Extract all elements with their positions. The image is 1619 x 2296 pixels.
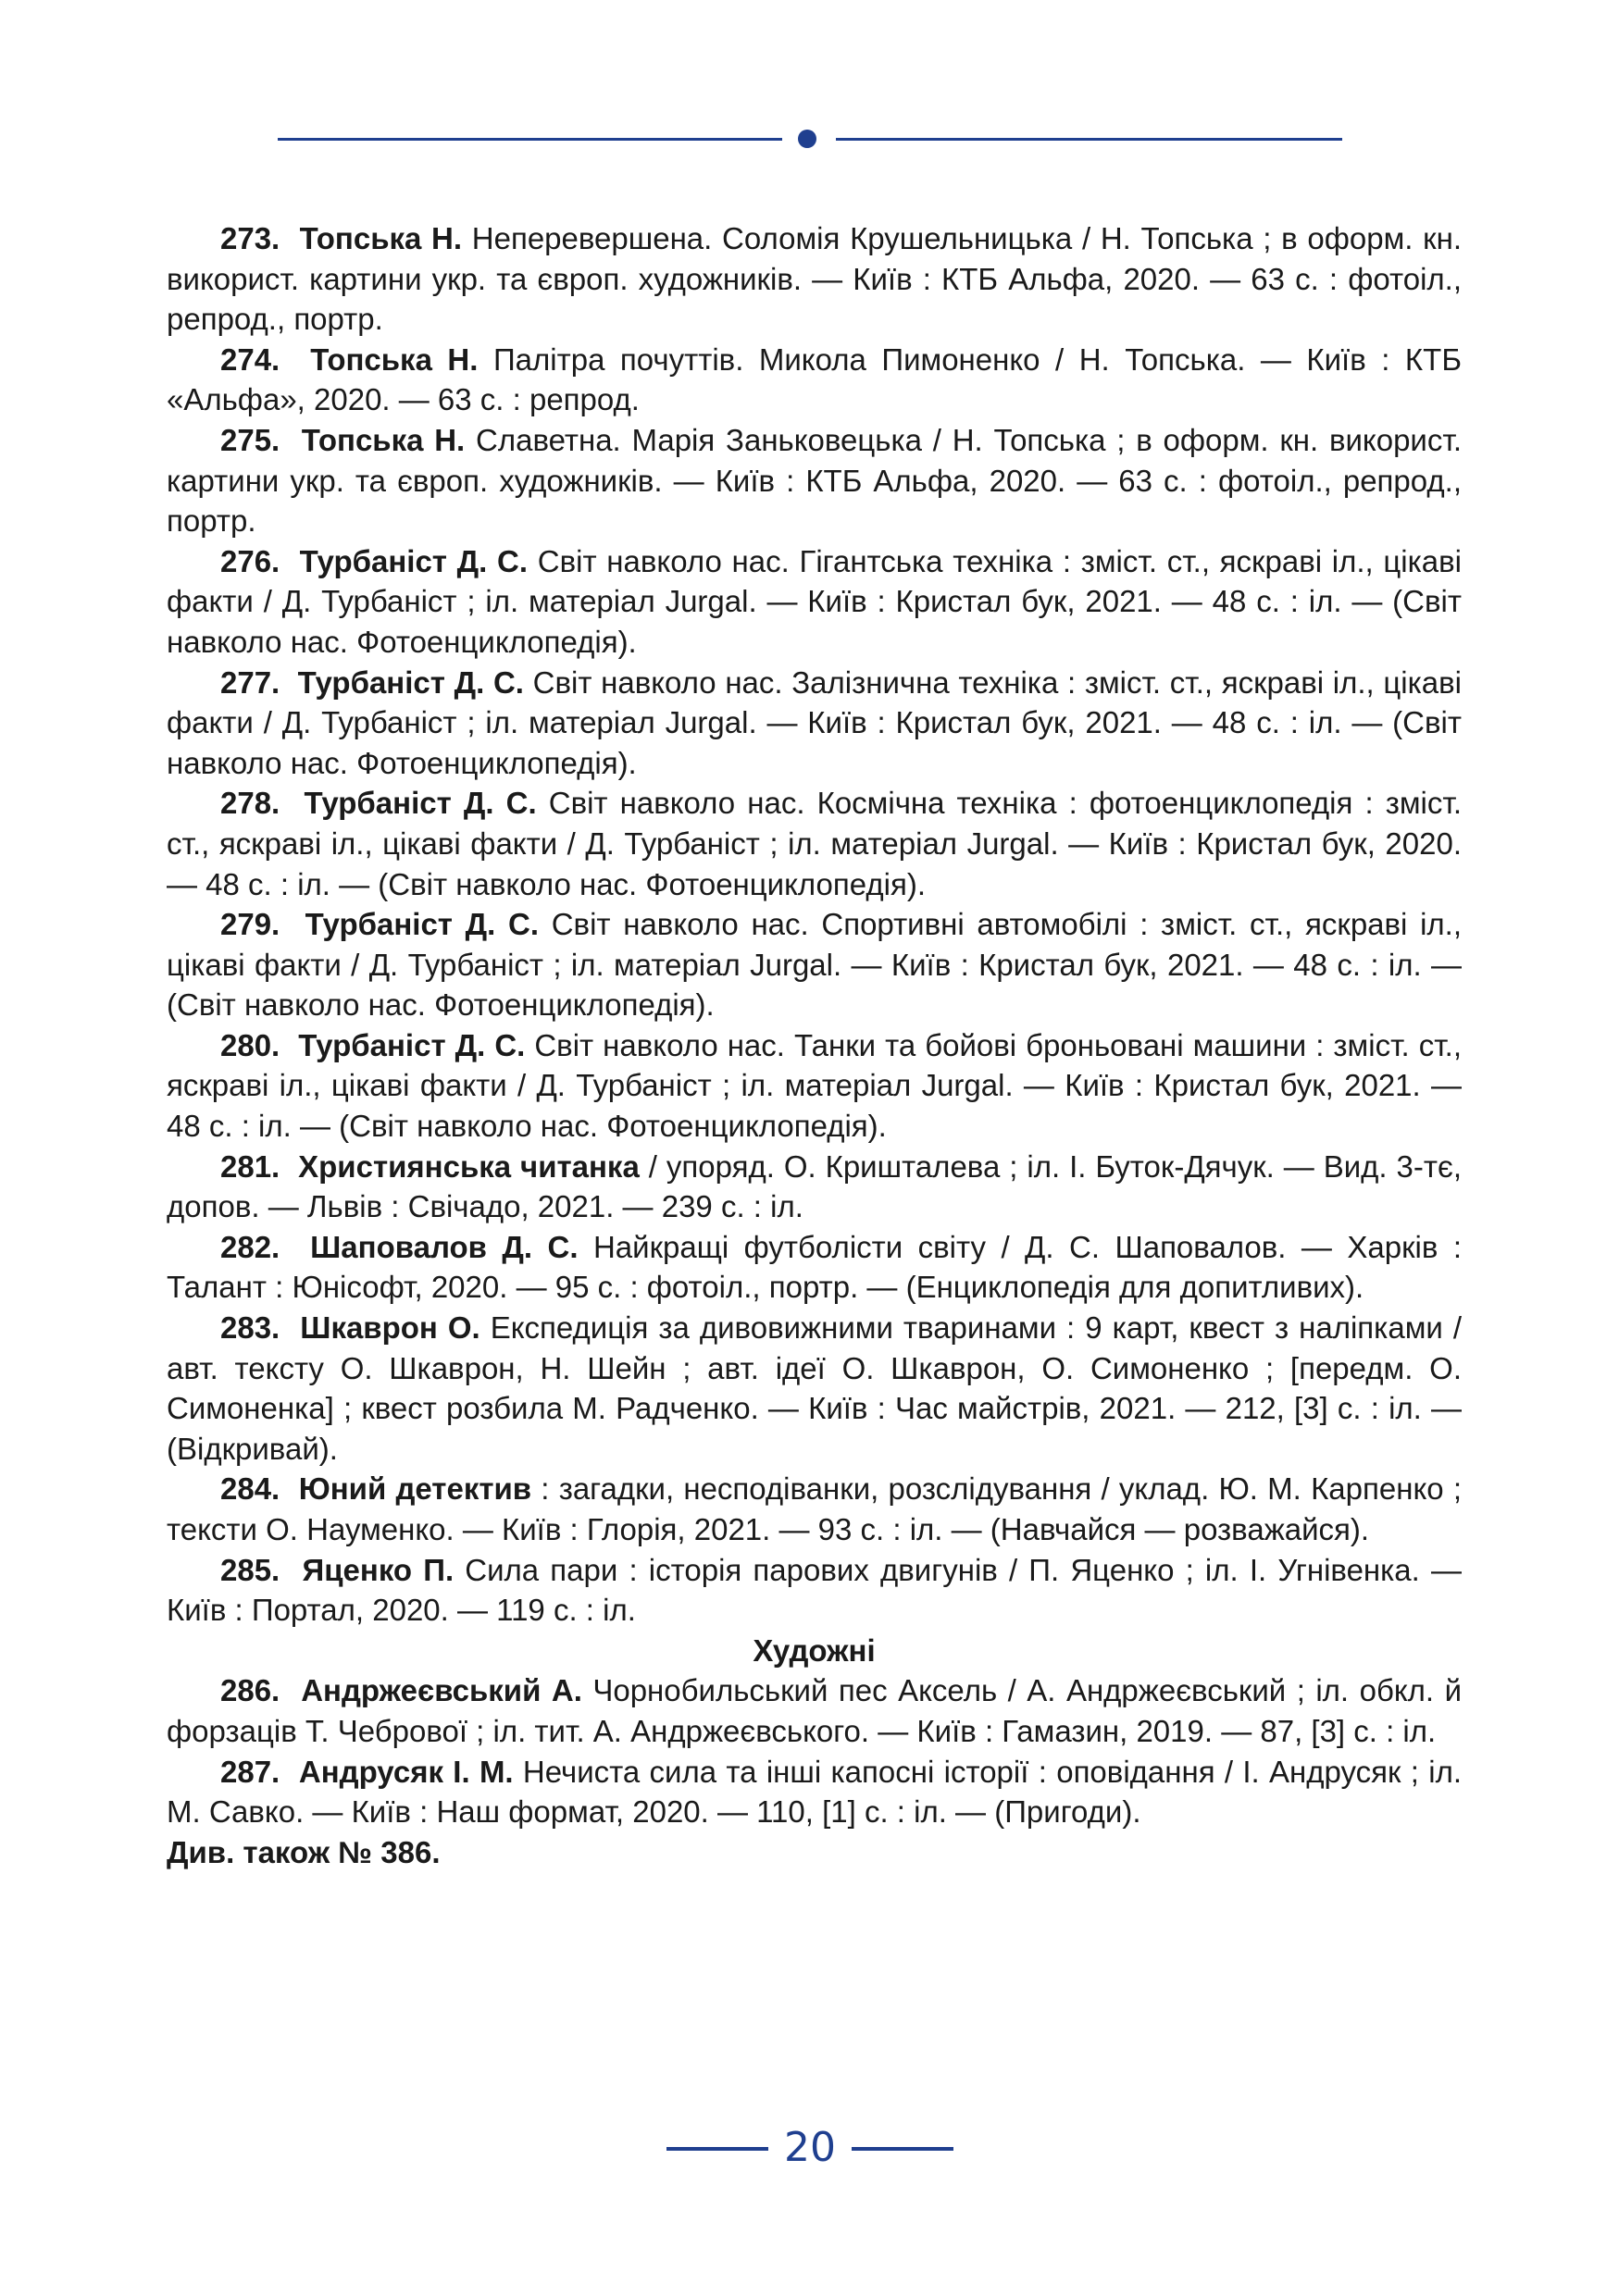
entry-heading xyxy=(220,1471,531,1506)
bibliography-entry xyxy=(167,1025,1462,1147)
entry-heading xyxy=(220,423,465,457)
entry-heading xyxy=(220,544,528,578)
entry-text: Неперевершена. Соломія Крушельницька / Н. Топська ; в оформ. кн. використ. картини укр. та європ. художників. — Київ : КТБ Альфа, 2020. — 63 с. : фотоіл., репрод., портр. xyxy=(167,221,1462,337)
entries-list xyxy=(167,218,1462,1631)
entry-text: Експедиція за дивовижними тваринами : 9 карт, квест з наліпками / авт. тексту О. Шкаврон, Н. Шейн ; авт. ідеї О. Шкаврон, О. Симоненко ; [передм. О. Симоненка] ; квест розбила М. Радченко. — Київ : Час майстрів, 2021. — 212, [3] с. : іл. — (Відкривай). xyxy=(167,1310,1463,1466)
entry-number: 274. xyxy=(220,341,280,377)
entry-author: Топська Н. xyxy=(299,221,463,255)
entry-author: Топська Н. xyxy=(310,341,479,377)
entry-text: / упоряд. О. Кришталева ; іл. І. Буток-Дячук. — Вид. 3-тє, допов. — Львів : Свічадо, 2021. — 239 с. : іл. xyxy=(167,1148,1463,1224)
entry-author: Турбаніст Д. С. xyxy=(298,1027,526,1062)
entry-author: Андрусяк І. М. xyxy=(298,1754,514,1789)
bibliography-entry xyxy=(167,340,1462,420)
entry-author: Андржеєвський А. xyxy=(301,1673,582,1708)
entry-text: Славетна. Марія Заньковецька / Н. Топська ; в оформ. кн. використ. картини укр. та європ. художників. — Київ : КТБ Альфа, 2020. — 63 с. : фотоіл., репрод., портр. xyxy=(167,422,1462,539)
bibliography-entry xyxy=(167,1147,1462,1227)
page-footer xyxy=(0,2125,1619,2171)
entry-heading xyxy=(220,786,537,820)
entry-text: Чорнобильський пес Аксель / А. Андржеєвський ; іл. обкл. й форзаців Т. Чебрової ; іл. тит. А. Андржеєвського. — Київ : Гамазин, 2019. — 87, [3] с. : іл. xyxy=(167,1673,1462,1748)
entry-author: Шкаврон О. xyxy=(300,1310,480,1346)
entry-number: 287. xyxy=(220,1754,280,1789)
ornament-line-left xyxy=(278,138,782,141)
entry-author: Турбаніст Д. С. xyxy=(297,664,524,700)
bibliography-entry xyxy=(167,1752,1462,1832)
entry-author: Топська Н. xyxy=(301,422,466,457)
top-ornament xyxy=(278,130,1342,148)
entry-number: 275. xyxy=(220,422,280,457)
entry-text: Сила пари : історія парових двигунів / П. Яценко ; іл. І. Угнівенка. — Київ : Портал, 2020. — 119 с. : іл. xyxy=(167,1552,1462,1628)
entry-text: : загадки, несподіванки, розслідування / уклад. Ю. М. Карпенко ; тексти О. Науменко. — Київ : Глорія, 2021. — 93 с. : іл. — (Навчайся — розважайся). xyxy=(167,1471,1462,1546)
bibliography-entry xyxy=(167,218,1462,340)
entry-text: Нечиста сила та інші капосні історії : оповідання / І. Андрусяк ; іл. М. Савко. — Київ : Наш формат, 2020. — 110, [1] с. : іл. — (Пригоди). xyxy=(167,1754,1463,1830)
entry-text: Світ навколо нас. Танки та бойові броньовані машини : зміст. ст., яскраві іл., цікаві факти / Д. Турбаніст ; іл. матеріал Jurgal. — Київ : Кристал бук, 2021. — 48 с. : іл. — (Світ навколо нас. Фотоенциклопедія). xyxy=(167,1027,1463,1144)
bibliography-content xyxy=(167,218,1462,1872)
entry-author: Турбаніст Д. С. xyxy=(305,907,540,942)
bibliography-entry xyxy=(167,783,1462,904)
section-title: Художні xyxy=(753,1632,876,1668)
entry-author: Турбаніст Д. С. xyxy=(304,786,537,821)
bibliography-entry xyxy=(167,1308,1462,1469)
entry-heading xyxy=(220,342,478,377)
bibliography-entry xyxy=(167,1469,1462,1549)
entry-number: 279. xyxy=(220,907,280,942)
page-number: 20 xyxy=(784,2124,836,2171)
entry-text: Світ навколо нас. Спортивні автомобілі : зміст. ст., яскраві іл., цікаві факти / Д. Турбаніст ; іл. матеріал Jurgal. — Київ : Кристал бук, 2021. — 48 с. : іл. — (Світ навколо нас. Фотоенциклопедія). xyxy=(167,907,1463,1023)
entry-text: Світ навколо нас. Залізнична техніка : зміст. ст., яскраві іл., цікаві факти / Д. Турбаніст ; іл. матеріал Jurgal. — Київ : Кристал бук, 2021. — 48 с. : іл. — (Світ навколо нас. Фотоенциклопедія). xyxy=(167,664,1463,780)
entry-heading xyxy=(220,1755,514,1789)
entry-author: Турбаніст Д. С. xyxy=(299,543,529,578)
entry-number: 283. xyxy=(220,1310,280,1346)
bibliography-entry xyxy=(167,663,1462,784)
entry-author: Яценко П. xyxy=(302,1552,455,1587)
ornament-line-right xyxy=(836,138,1342,141)
ornament-dot xyxy=(798,130,816,148)
entry-number: 281. xyxy=(220,1148,280,1184)
footer-line-left xyxy=(666,2147,768,2151)
entry-heading xyxy=(220,221,462,255)
see-also-note: Див. також № 386. xyxy=(167,1834,441,1869)
entry-heading xyxy=(220,907,539,941)
entry-heading xyxy=(220,1553,454,1587)
bibliography-entry xyxy=(167,1670,1462,1751)
entry-text: Світ навколо нас. Гігантська техніка : зміст. ст., яскраві іл., цікаві факти / Д. Турбаніст ; іл. матеріал Jurgal. — Київ : Кристал бук, 2021. — 48 с. : іл. — (Світ навколо нас. Фотоенциклопедія). xyxy=(167,543,1463,659)
entry-heading xyxy=(220,1673,582,1707)
entry-heading xyxy=(220,1149,640,1184)
entry-heading xyxy=(220,1310,480,1345)
bibliography-entry xyxy=(167,1550,1462,1631)
entry-author: Юний детектив xyxy=(298,1471,532,1507)
entry-author: Християнська читанка xyxy=(298,1148,640,1184)
entry-number: 286. xyxy=(220,1673,280,1708)
entries-list-fiction xyxy=(167,1670,1462,1831)
entry-text: Палітра почуттів. Микола Пимоненко / Н. Топська. — Київ : КТБ «Альфа», 2020. — 63 с. : репрод. xyxy=(167,341,1462,417)
entry-number: 282. xyxy=(220,1229,280,1264)
bibliography-entry xyxy=(167,1227,1462,1308)
entry-heading xyxy=(220,1230,579,1264)
entry-number: 284. xyxy=(220,1471,280,1507)
entry-text: Найкращі футболісти світу / Д. С. Шаповалов. — Харків : Талант : Юнісофт, 2020. — 95 с. : фотоіл., портр. — (Енциклопедія для допитливих). xyxy=(167,1229,1463,1305)
entry-heading xyxy=(220,1028,525,1062)
entry-heading xyxy=(220,665,524,700)
bibliography-entry xyxy=(167,420,1462,541)
entry-number: 285. xyxy=(220,1552,280,1587)
bibliography-entry xyxy=(167,541,1462,663)
entry-number: 277. xyxy=(220,664,280,700)
bibliography-entry xyxy=(167,904,1462,1025)
entry-text: Світ навколо нас. Космічна техніка : фотоенциклопедія : зміст. ст., яскраві іл., цікаві факти / Д. Турбаніст ; іл. матеріал Jurgal. — Київ : Кристал бук, 2020. — 48 с. : іл. — (Світ навколо нас. Фотоенциклопедія). xyxy=(167,786,1463,901)
entry-number: 273. xyxy=(220,221,280,255)
footer-line-right xyxy=(852,2147,953,2151)
entry-author: Шаповалов Д. С. xyxy=(310,1229,579,1264)
entry-number: 280. xyxy=(220,1027,280,1062)
entry-number: 276. xyxy=(220,543,280,578)
entry-number: 278. xyxy=(220,786,280,821)
